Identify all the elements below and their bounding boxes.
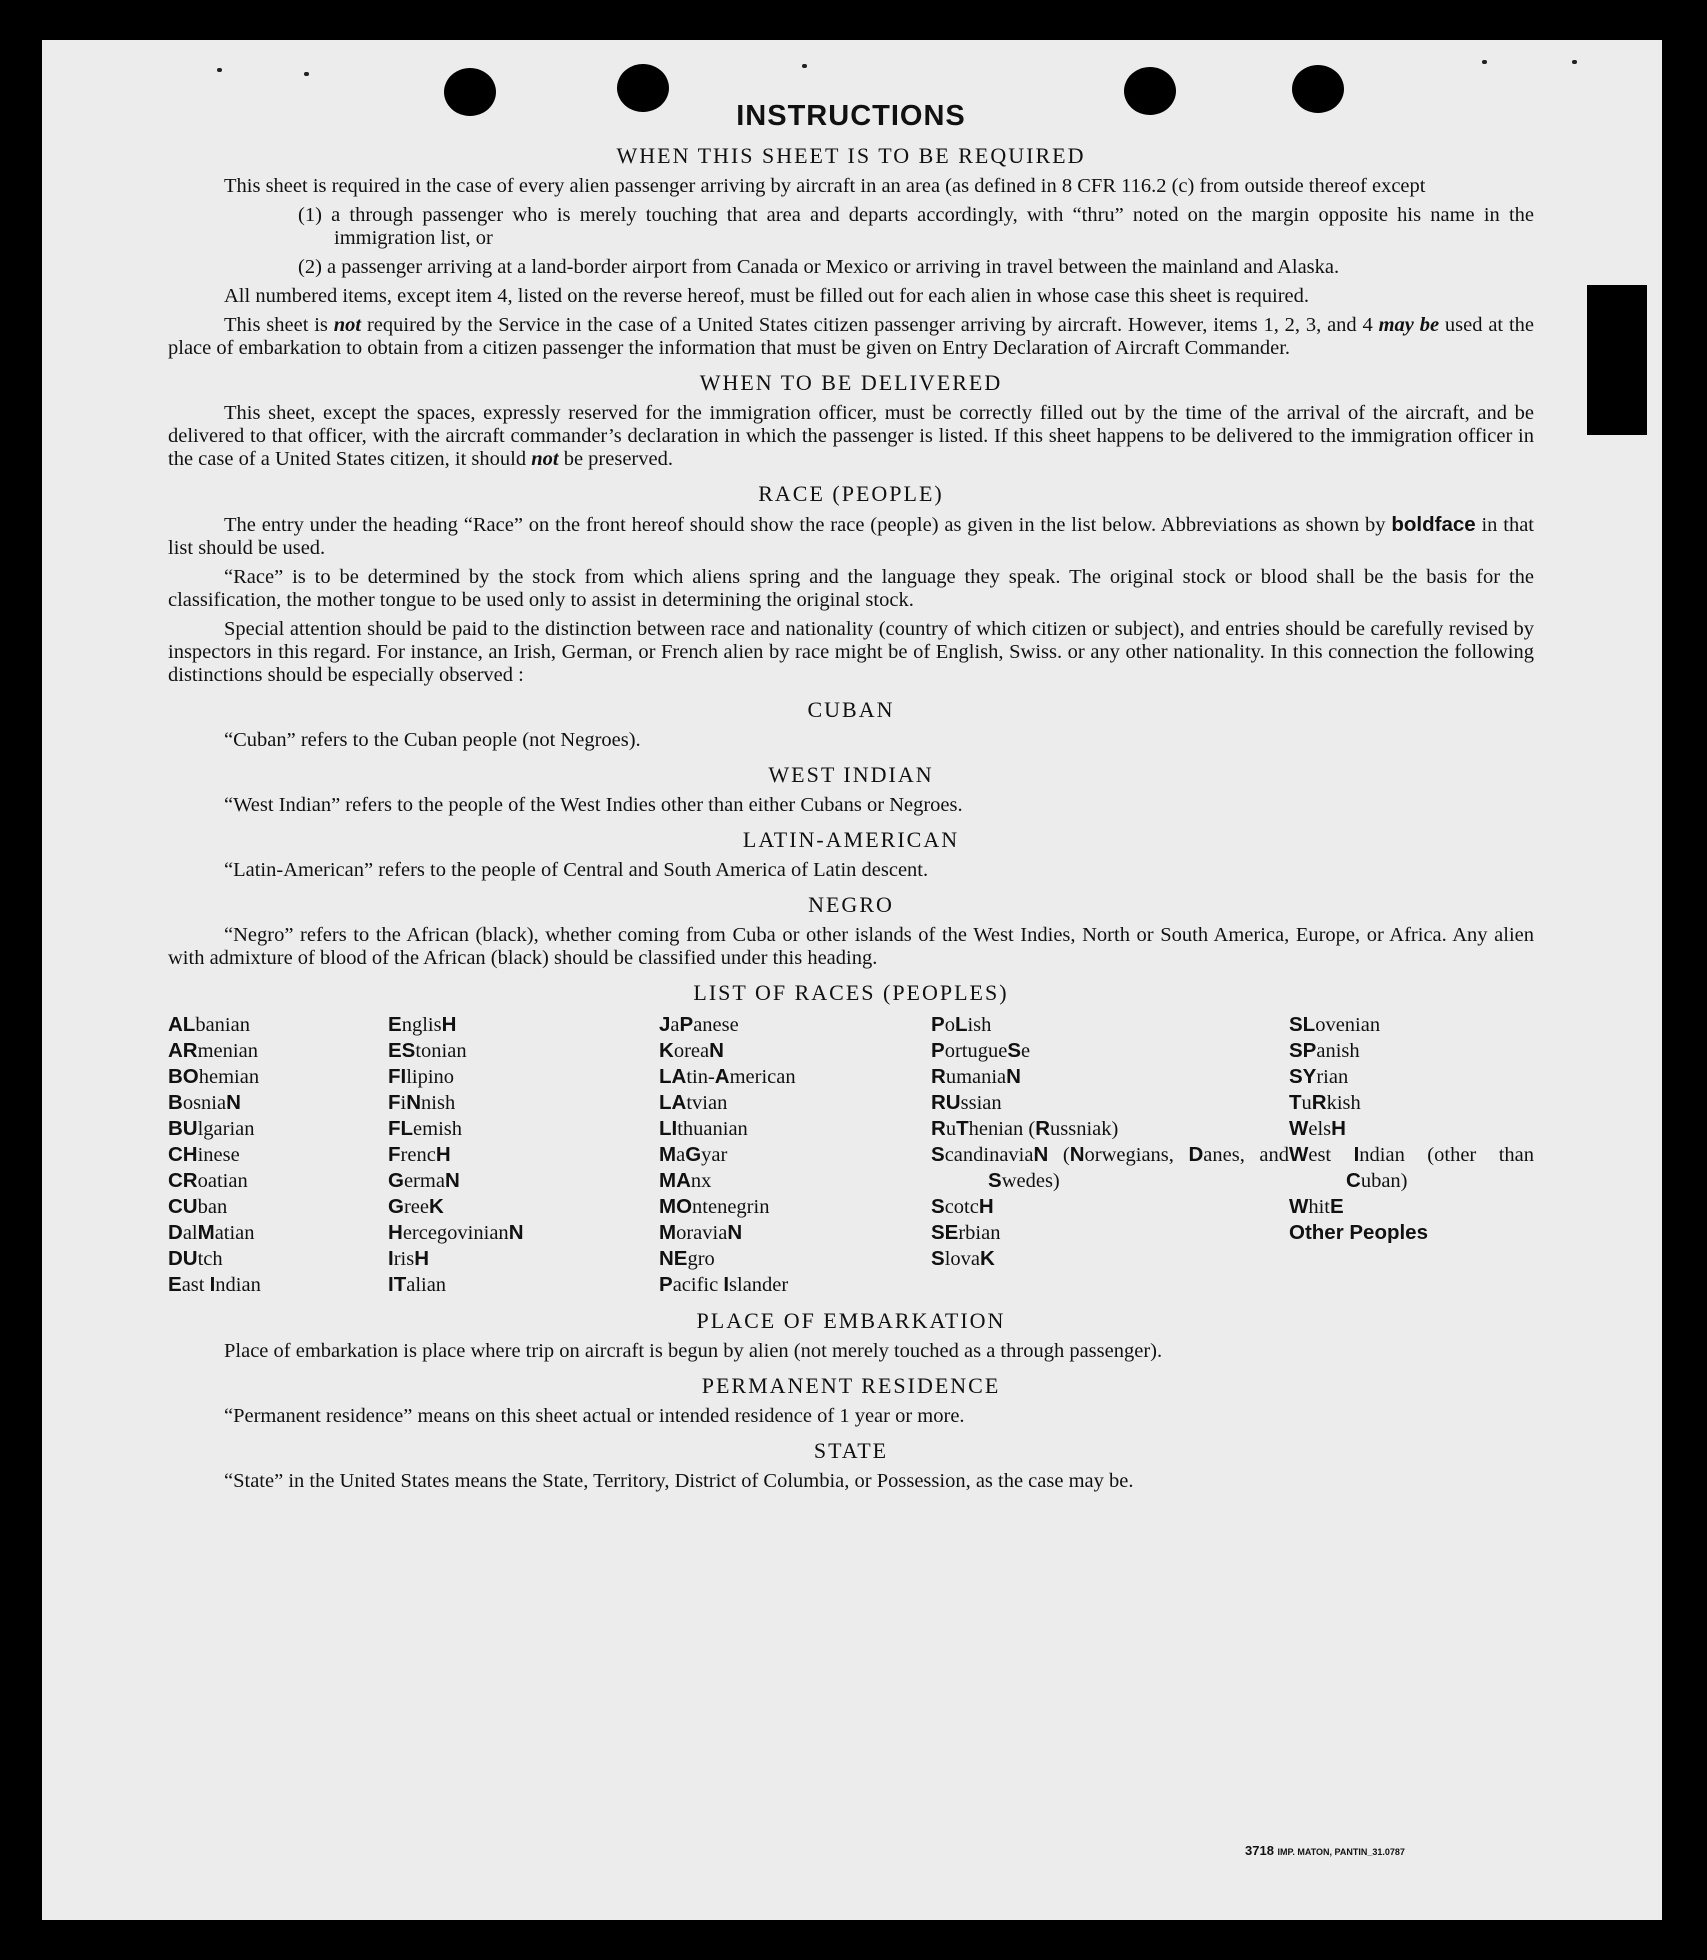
race-entry: CUban: [168, 1195, 228, 1218]
race-entry: WhitE: [1289, 1195, 1344, 1218]
races-column: [388, 1012, 659, 1298]
race-entry: PortugueSe: [931, 1039, 1031, 1062]
boldface-word: boldface: [1391, 513, 1476, 536]
race-entry: EStonian: [388, 1039, 467, 1062]
paragraph: “Race” is to be determined by the stock from which aliens spring and the language they speak. The original stock or blood shall be the basis for the classification, the mother tongue to be used only to assist in determining the original stock.: [168, 566, 1534, 611]
races-column: [1289, 1012, 1534, 1298]
race-entry: RUssian: [931, 1091, 1002, 1114]
speck: [217, 68, 222, 72]
race-entry: GermaN: [388, 1169, 460, 1192]
race-entry: Pacific Islander: [659, 1273, 789, 1296]
list-item: (1) a through passenger who is merely touching that area and departs accordingly, with “thru” noted on the margin opposite his name in the immigration list, or: [298, 204, 1534, 249]
race-entry: PoLish: [931, 1013, 992, 1036]
race-entry: SlovaK: [931, 1247, 995, 1270]
race-entry: FrencH: [388, 1143, 451, 1166]
race-entry: CHinese: [168, 1143, 240, 1166]
race-entry: LIthuanian: [659, 1117, 748, 1140]
race-entry: WelsH: [1289, 1117, 1346, 1140]
paragraph: [168, 513, 1534, 560]
race-entry: FLemish: [388, 1117, 463, 1140]
definition: “State” in the United States means the State, Territory, District of Columbia, or Possession, as the case may be.: [224, 1470, 1134, 1492]
section-heading-list-of-races: LIST OF RACES (PEOPLES): [693, 980, 1009, 1005]
definition: “Permanent residence” means on this sheet actual or intended residence of 1 year or more.: [224, 1405, 965, 1427]
section-heading-west-indian: WEST INDIAN: [768, 762, 934, 787]
emphasis: may be: [1378, 314, 1440, 336]
section-heading-embarkation: PLACE OF EMBARKATION: [696, 1308, 1006, 1333]
paragraph: All numbered items, except item 4, listed on the reverse hereof, must be filled out for each alien in whose case this sheet is required.: [224, 285, 1310, 307]
race-entry: FiNnish: [388, 1091, 456, 1114]
section-heading-residence: PERMANENT RESIDENCE: [701, 1373, 1001, 1398]
race-entry: TuRkish: [1289, 1091, 1361, 1114]
emphasis: not: [333, 314, 362, 336]
race-entry: CRoatian: [168, 1169, 248, 1192]
race-entry: DUtch: [168, 1247, 223, 1270]
definition: “West Indian” refers to the people of the West Indies other than either Cubans or Negroes.: [224, 794, 963, 816]
speck: [1572, 60, 1577, 64]
speck: [1482, 60, 1487, 64]
text-run: in that list should be used.: [168, 514, 1534, 559]
race-entry: HercegovinianN: [388, 1221, 524, 1244]
section-heading-race: RACE (PEOPLE): [758, 481, 944, 506]
race-entry: SYrian: [1289, 1065, 1349, 1088]
text-run: The entry under the heading “Race” on the front hereof should show the race (people) as given in the list below. Abbreviations as shown by: [224, 514, 1392, 536]
section-heading-negro: NEGRO: [808, 892, 894, 917]
speck: [304, 72, 309, 76]
section-heading-required: WHEN THIS SHEET IS TO BE REQUIRED: [616, 143, 1086, 168]
text-run: This sheet is: [224, 314, 334, 336]
torn-edge: [1587, 285, 1647, 435]
race-entry: JaPanese: [659, 1013, 739, 1036]
list-item: (2) a passenger arriving at a land-border airport from Canada or Mexico or arriving in travel between the mainland and Alaska.: [298, 256, 1340, 278]
definition: “Cuban” refers to the Cuban people (not Negroes).: [224, 729, 641, 751]
race-entry: EnglisH: [388, 1013, 457, 1036]
paragraph: [168, 314, 1534, 360]
text-run: be preserved.: [558, 448, 673, 470]
paragraph: Special attention should be paid to the distinction between race and nationality (country of which citizen or subject), and entries should be carefully revised by inspectors in this regard. For instance, an Irish, German, or French alien by race might be of English, Swiss. or any other nationality. In this connection the following distinctions should be especially observed :: [168, 618, 1534, 686]
race-entry: ITalian: [388, 1273, 447, 1296]
race-entry: BOhemian: [168, 1065, 260, 1088]
section-heading-state: STATE: [813, 1438, 889, 1463]
race-entry: ScotcH: [931, 1195, 994, 1218]
race-entry: DalMatian: [168, 1221, 255, 1244]
race-entry: MoraviaN: [659, 1221, 743, 1244]
definition: “Latin-American” refers to the people of Central and South America of Latin descent.: [224, 859, 929, 881]
race-entry: SErbian: [931, 1221, 1001, 1244]
race-entry: ALbanian: [168, 1013, 250, 1036]
race-entry: MaGyar: [659, 1143, 728, 1166]
definition: “Negro” refers to the African (black), whether coming from Cuba or other islands of the West Indies, North or South America, Europe, or Africa. Any alien with admixture of blood of the African (black) should be classified under this heading.: [168, 924, 1534, 969]
race-entry: SLovenian: [1289, 1013, 1381, 1036]
race-entry: NEgro: [659, 1247, 715, 1270]
text-run: required by the Service in the case of a United States citizen passenger arriving by aircraft. However, items 1, 2, 3, and 4: [361, 314, 1379, 336]
instructions-content: [168, 100, 1534, 1499]
race-entry: ScandinaviaN (Norwegians, Danes, and Swedes): [931, 1143, 1289, 1192]
section-heading-delivered: WHEN TO BE DELIVERED: [699, 370, 1003, 395]
race-entry: ARmenian: [168, 1039, 258, 1062]
race-entry: IrisH: [388, 1247, 430, 1270]
races-list: [168, 1012, 1534, 1298]
race-entry: MAnx: [659, 1169, 712, 1192]
section-heading-latin-american: LATIN-AMERICAN: [742, 827, 960, 852]
race-entry: RumaniaN: [931, 1065, 1021, 1088]
race-entry: MOntenegrin: [659, 1195, 770, 1218]
form-number: 3718: [1245, 1843, 1274, 1858]
speck: [802, 64, 807, 68]
race-entry: East Indian: [168, 1273, 261, 1296]
race-entry: BUlgarian: [168, 1117, 255, 1140]
paragraph: [168, 402, 1534, 471]
section-heading-cuban: CUBAN: [807, 697, 895, 722]
race-entry: LAtin-American: [659, 1065, 796, 1088]
races-column: [659, 1012, 931, 1298]
race-entry: GreeK: [388, 1195, 444, 1218]
race-entry: RuThenian (Russniak): [931, 1117, 1119, 1140]
text-run: This sheet, except the spaces, expressly reserved for the immigration officer, must be correctly filled out by the time of the arrival of the aircraft, and be delivered to that officer, with the aircraft commander’s declaration in which the passenger is listed. If this sheet happens to be delivered to the immigration officer in the case of a United States citizen, it should: [168, 402, 1534, 470]
race-entry: KoreaN: [659, 1039, 724, 1062]
emphasis: not: [531, 448, 559, 470]
paragraph: This sheet is required in the case of every alien passenger arriving by aircraft in an area (as defined in 8 CFR 116.2 (c) from outside thereof except: [224, 175, 1426, 197]
races-column: [931, 1012, 1289, 1298]
page-title: INSTRUCTIONS: [736, 100, 966, 132]
race-entry: FIlipino: [388, 1065, 455, 1088]
definition: Place of embarkation is place where trip on aircraft is begun by alien (not merely touched as a through passenger).: [224, 1340, 1163, 1362]
race-entry: Other Peoples: [1289, 1221, 1428, 1244]
race-entry: SPanish: [1289, 1039, 1360, 1062]
printer-name: IMP. MATON, PANTIN_31.0787: [1277, 1847, 1405, 1857]
race-entry: West Indian (other than Cuban): [1289, 1143, 1534, 1192]
race-entry: LAtvian: [659, 1091, 728, 1114]
text-run: used at the place of embarkation to obtain from a citizen passenger the information that must be given on Entry Declaration of Aircraft Commander.: [168, 314, 1534, 359]
race-entry: BosniaN: [168, 1091, 241, 1114]
printer-imprint: [1245, 1843, 1405, 1858]
races-column: [168, 1012, 388, 1298]
